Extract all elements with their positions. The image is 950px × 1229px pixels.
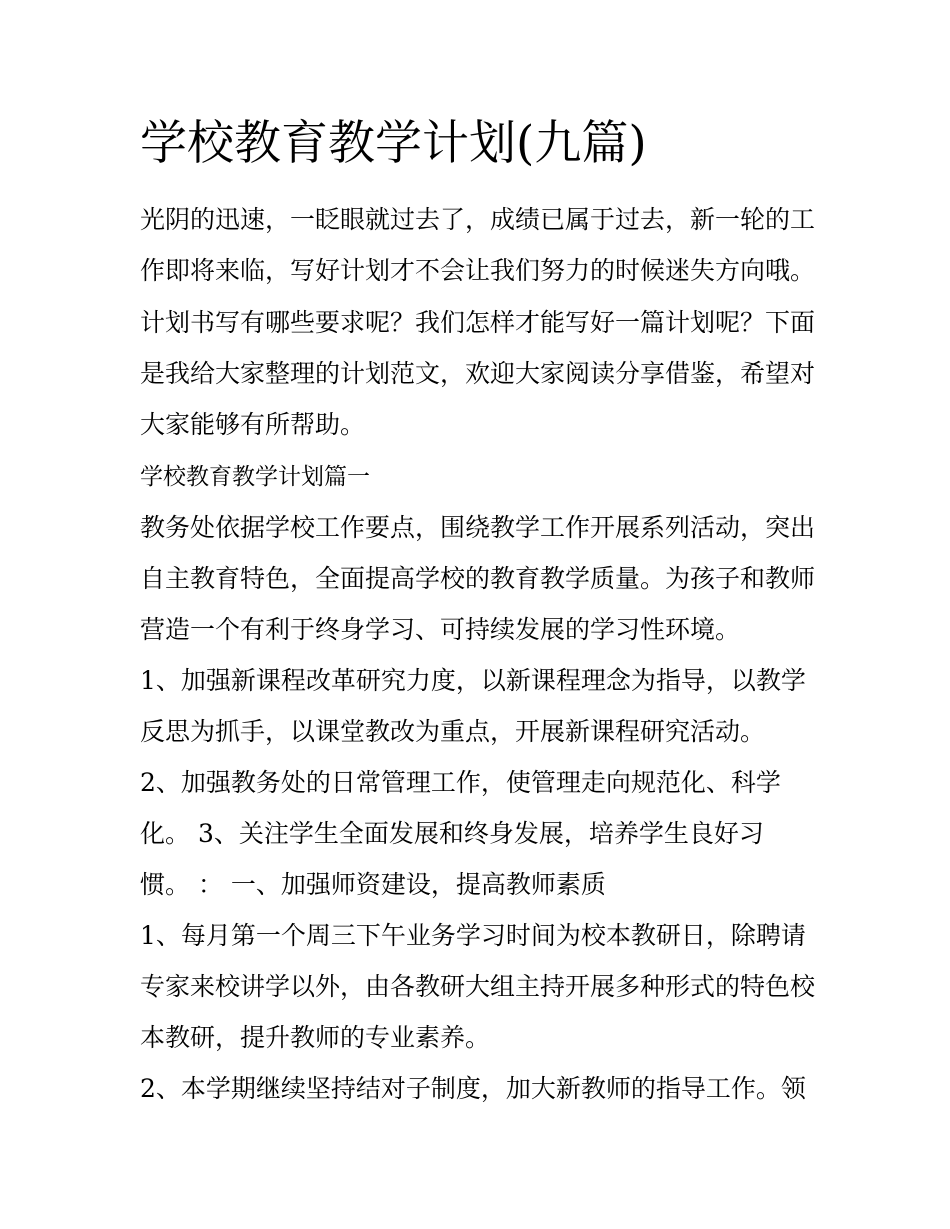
paragraph-line: 2、本学期继续坚持结对子制度，加大新教师的指导工作。领 <box>140 1074 806 1103</box>
paragraph-line: 教务处依据学校工作要点，围绕教学工作开展系列活动，突出 <box>140 513 816 542</box>
paragraph-line: 是我给大家整理的计划范文，欢迎大家阅读分享借鉴，希望对 <box>140 359 816 388</box>
paragraph-line: 作即将来临，写好计划才不会让我们努力的时候迷失方向哦。 <box>140 256 816 285</box>
document-title: 学校教育教学计划(九篇) <box>140 116 647 171</box>
paragraph-line: 光阴的迅速，一眨眼就过去了，成绩已属于过去，新一轮的工 <box>140 205 816 234</box>
paragraph-line: 自主教育特色，全面提高学校的教育教学质量。为孩子和教师 <box>140 564 816 593</box>
paragraph-line: 计划书写有哪些要求呢？我们怎样才能写好一篇计划呢？下面 <box>140 308 816 337</box>
paragraph-line: 反思为抓手，以课堂教改为重点，开展新课程研究活动。 <box>140 717 766 746</box>
paragraph-line: 化。 3、关注学生全面发展和终身发展，培养学生良好习 <box>140 819 764 848</box>
paragraph-line: 营造一个有利于终身学习、可持续发展的学习性环境。 <box>140 615 741 644</box>
paragraph-line: 专家来校讲学以外，由各教研大组主持开展多种形式的特色校 <box>140 972 816 1001</box>
section-heading: 学校教育教学计划篇一 <box>140 464 370 490</box>
paragraph-line: 大家能够有所帮助。 <box>140 410 366 439</box>
paragraph-line: 1、加强新课程改革研究力度，以新课程理念为指导，以教学 <box>140 666 806 695</box>
paragraph-line: 本教研，提升教师的专业素养。 <box>140 1023 491 1052</box>
paragraph-line: 2、加强教务处的日常管理工作，使管理走向规范化、科学 <box>140 768 781 797</box>
paragraph-line: 惯。 ： 一、加强师资建设，提高教师素质 <box>140 870 606 899</box>
paragraph-line: 1、每月第一个周三下午业务学习时间为校本教研日，除聘请 <box>140 921 806 950</box>
